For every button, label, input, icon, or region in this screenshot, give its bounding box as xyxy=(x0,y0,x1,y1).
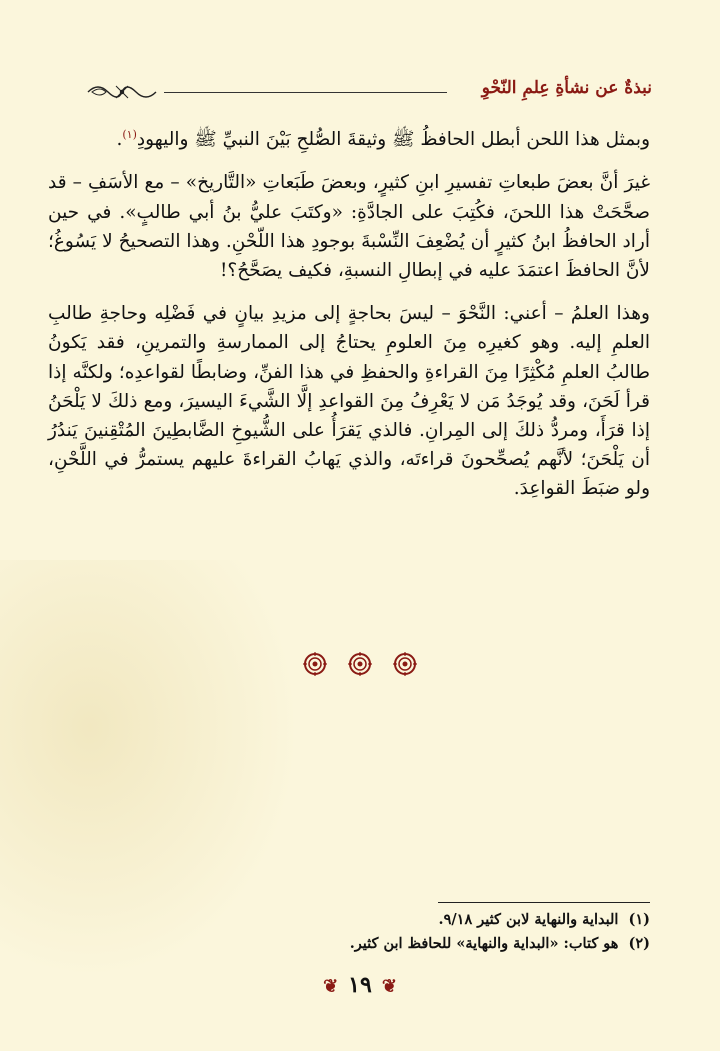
paragraph-1: وبمثل هذا اللحن أبطل الحافظُ ﷺ وثيقةَ الصُّلحِ بَيْنَ النبيِّ ﷺ واليهودِ$^{(١)}$. xyxy=(116,128,650,151)
footnotes xyxy=(260,908,650,956)
folio-ornament-icon: ❦ xyxy=(323,976,339,997)
footnote-number: (٢) xyxy=(628,935,650,952)
header-title: نبذةٌ عن نشأةِ عِلمِ النّحْوِ xyxy=(481,78,652,98)
rosette-icon xyxy=(303,652,327,676)
footnote-text: هو كتاب: «البداية والنهاية» للحافظ ابن كثير. xyxy=(349,935,619,952)
page-number: ١٩ xyxy=(348,972,372,998)
calligraphic-flourish-icon xyxy=(86,80,158,104)
footnote-ref-1[interactable]: (١) xyxy=(122,128,137,141)
page-number-block xyxy=(0,972,720,998)
header-rule xyxy=(164,92,447,93)
footnote-text: البداية والنهاية لابن كثير ٩/١٨. xyxy=(438,911,619,928)
footnote-rule xyxy=(438,902,650,903)
paragraph-3: وهذا العلمُ – أعني: النَّحْوَ – ليسَ بحاجةٍ إلى مزيدِ بيانٍ في فَضْلِه وحاجةِ طالبِ العلمِ إليه. وهو كغيرِه مِنَ العلومِ يحتاجُ إلى الممارسةِ والتمرينِ، فقد يَكونُ طالبُ العلمِ مُكْثِرًا مِنَ القراءةِ والحفظِ في هذا الفنِّ، وضابطًا لقواعدِه؛ ولكنَّه إذا قرأ لَحَنَ، وقد يُوجَدُ مَن لا يَعْرِفُ مِنَ القواعدِ إلَّا الشَّيءَ اليسيرَ، ومع ذلكَ لا يَلْحَنُ إذا قرَأَ، ومردُّ ذلكَ إلى المِرانِ. فالذي يَقرَأُ على الشُّيوخِ الضَّابطِينَ المُتْقِنينَ يَندُرُ أن يَلْحَنَ؛ لأنَّهم يُصحِّحونَ قراءتَه، والذي يَهابُ القراءةَ عليهم يستمرُّ في اللَّحْنِ، ولو ضبَطَ القواعِدَ. xyxy=(48,303,650,500)
paragraph-2: غيرَ أنَّ بعضَ طبعاتِ تفسيرِ ابنِ كثيرٍ، وبعضَ طَبَعاتِ «التَّاريخ» – مع الأسَفِ – قد صحَّحَتْ هذا اللحنَ، فكُتِبَ على الجادَّةِ: «وكتَبَ عليُّ بنُ أبي طالبٍ». في حين أراد الحافظُ ابنُ كثيرٍ أن يُضْعِفَ النِّسْبةَ بوجودِ هذا اللّحْنِ. وهذا التصحيحُ لا يَسُوغُ؛ لأنَّ الحافظَ اعتمَدَ عليه في إبطالِ النسبةِ، فكيف يصَحَّحُ؟! xyxy=(48,172,650,281)
main-text xyxy=(48,120,650,518)
running-header xyxy=(86,78,652,108)
footnote-2 xyxy=(260,932,650,956)
footnote-number: (١) xyxy=(628,911,650,928)
folio-ornament-icon: ❦ xyxy=(381,976,397,997)
rosette-icon xyxy=(348,652,372,676)
section-divider xyxy=(0,652,720,680)
paper-stain xyxy=(0,560,300,980)
footnote-1 xyxy=(260,908,650,932)
rosette-icon xyxy=(393,652,417,676)
